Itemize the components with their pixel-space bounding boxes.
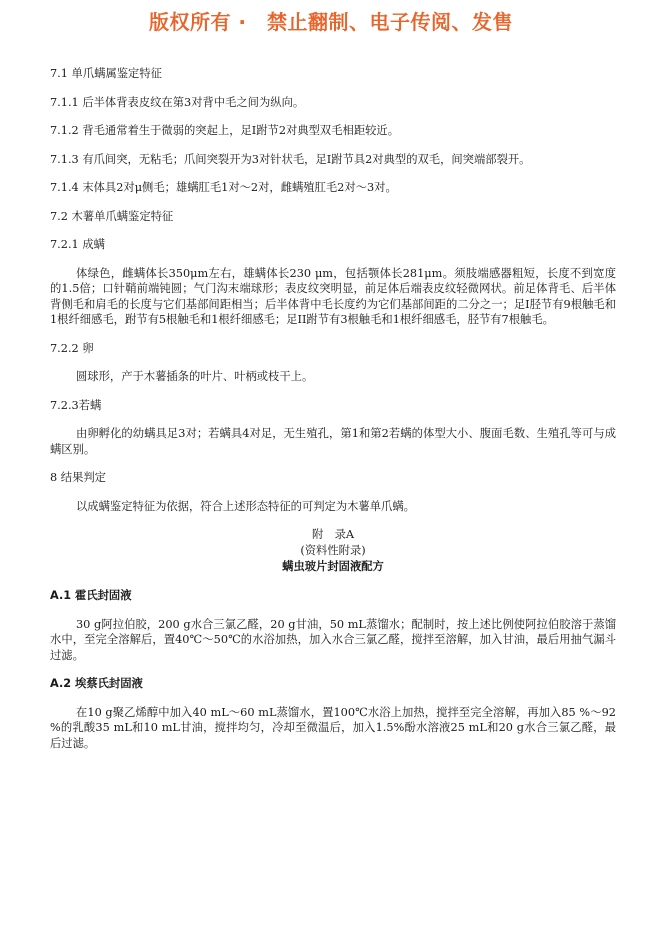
- section-heading: 8 结果判定: [50, 471, 106, 484]
- clause-text: 7.1.3 有爪间突，无粘毛；爪间突裂开为3对针状毛，足I跗节具2对典型的双毛，间突端部裂开。: [50, 152, 531, 166]
- body-paragraph: 30 g阿拉伯胶，200 g水合三氯乙醛，20 g甘油，50 mL蒸馏水；配制时，按上述比例使阿拉伯胶溶于蒸馏水中，至完全溶解后，置40℃～50℃的水浴加热，加入水合三氯乙醛，搅拌至溶解，加入甘油，最后用抽气漏斗过滤。: [50, 617, 616, 662]
- body-paragraph: 在10 g聚乙烯醇中加入40 mL～60 mL蒸馏水，置100℃水浴上加热，搅拌至完全溶解，再加入85 %～92 %的乳酸35 mL和10 mL甘油，搅拌均匀，冷却至微温后，加入1.5%酚水溶液25 mL和20 g水合三氯乙醛，最后过滤。: [50, 705, 616, 750]
- appendix-title: 螨虫玻片封固液配方: [282, 560, 384, 573]
- appendix-header: [50, 527, 616, 575]
- body-paragraph: 体绿色，雌螨体长350μm左右，雄螨体长230 μm，包括颚体长281μm。须肢端感器粗短，长度不到宽度的1.5倍；口针鞘前端钝圆；气门沟末端球形；表皮纹突明显，前足体后端表皮纹轻微网状。前足体背毛、后半体背侧毛和肩毛的长度与它们基部间距相当；后半体背中毛长度约为它们基部间距的二分之一；足I胫节有9根触毛和1根纤细感毛，跗节有5根触毛和1根纤细感毛；足II跗节有3根触毛和1根纤细感毛，胫节有7根触毛。: [50, 266, 616, 326]
- appendix-section-heading: A.2 埃蔡氏封固液: [50, 677, 143, 690]
- copyright-banner: 版权所有 · 禁止翻制、电子传阅、发售: [148, 10, 514, 34]
- body-paragraph: 由卵孵化的幼螨具足3对；若螨具4对足，无生殖孔，第1和第2若螨的体型大小、腹面毛数、生殖孔等可与成螨区别。: [50, 427, 616, 456]
- document-body: [50, 66, 616, 764]
- clause-text: 7.1.1 后半体背表皮纹在第3对背中毛之间为纵向。: [50, 95, 305, 109]
- section-heading: 7.1 单爪螨属鉴定特征: [50, 67, 162, 80]
- subsection-heading: 7.2.2 卵: [50, 341, 94, 355]
- subsection-heading: 7.2.3若螨: [50, 398, 102, 412]
- subsection-heading: 7.2.1 成螨: [50, 238, 105, 251]
- body-paragraph: 圆球形，产于木薯插条的叶片、叶柄或枝干上。: [76, 370, 314, 383]
- section-heading: 7.2 木薯单爪螨鉴定特征: [50, 209, 174, 223]
- clause-text: 7.1.4 末体具2对μ侧毛；雄螨肛毛1对～2对，雌螨殖肛毛2对～3对。: [50, 181, 397, 194]
- appendix-subtitle: (资料性附录): [300, 544, 366, 557]
- appendix-section-heading: A.1 霍氏封固液: [50, 589, 132, 602]
- clause-text: 7.1.2 背毛通常着生于微弱的突起上，足I跗节2对典型双毛相距较近。: [50, 124, 400, 137]
- body-paragraph: 以成螨鉴定特征为依据，符合上述形态特征的可判定为木薯单爪螨。: [76, 499, 415, 513]
- appendix-label: 附 录A: [311, 528, 355, 541]
